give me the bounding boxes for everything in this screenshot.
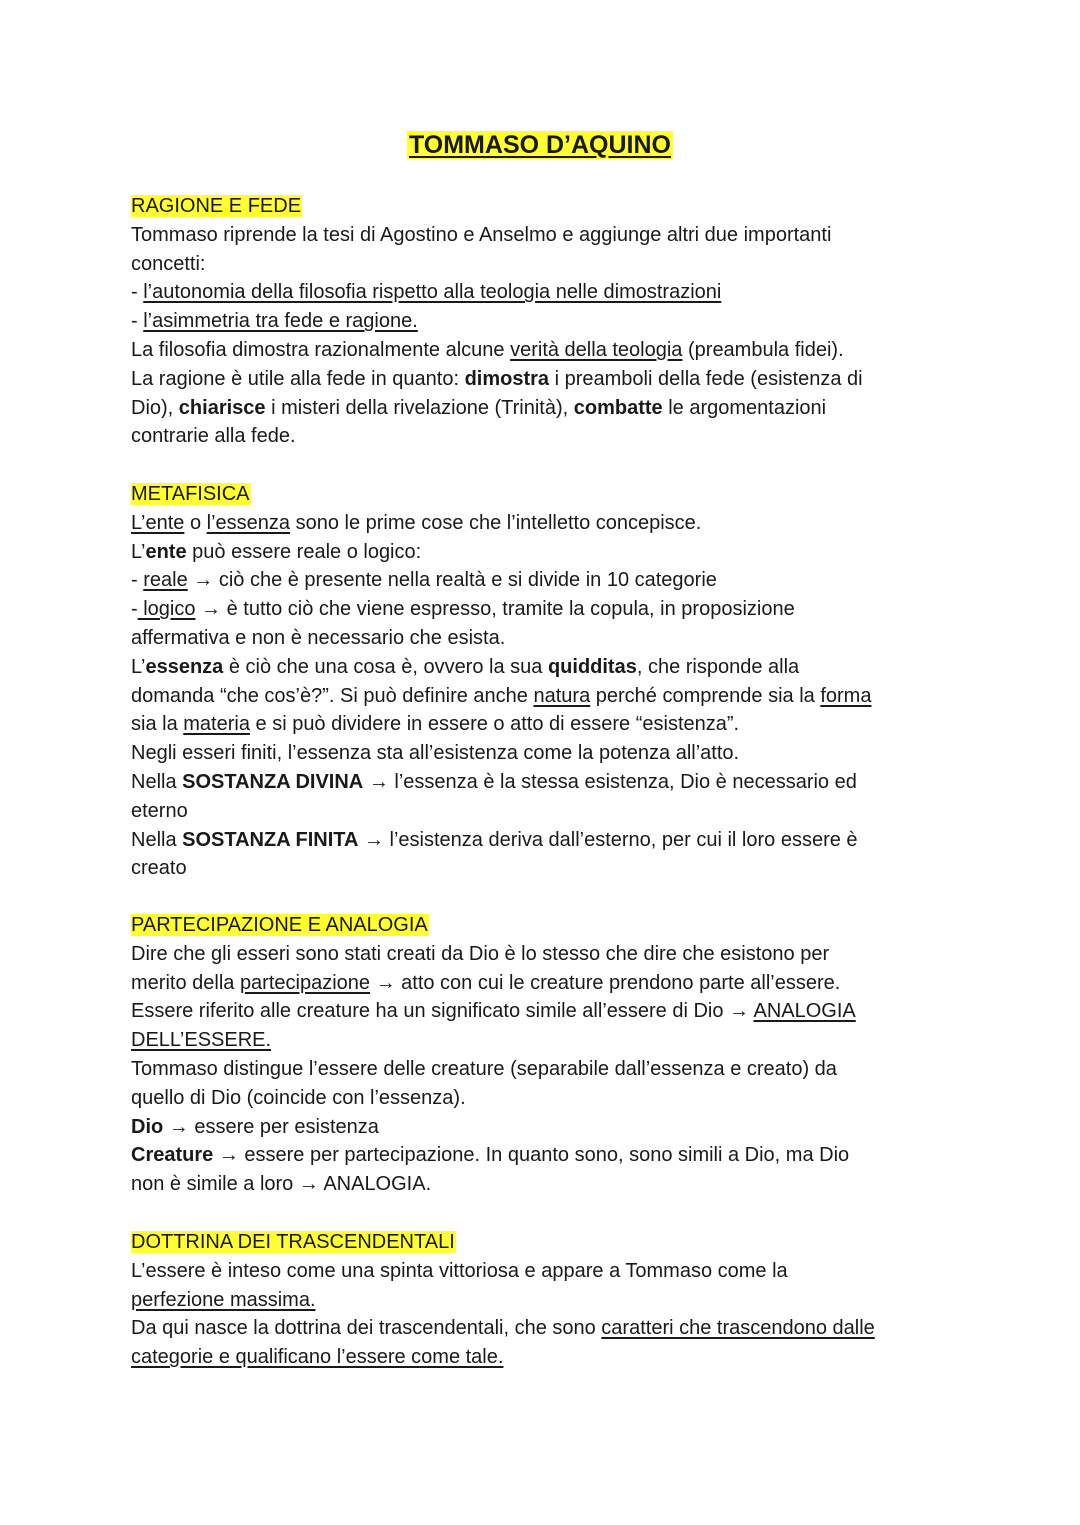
text-line: perfezione massima. [131,1288,316,1311]
text-line: Dire che gli esseri sono stati creati da Dio è lo stesso che dire che esistono per [131,942,830,965]
text-line: creato [131,857,187,880]
text-line: Tommaso distingue l’essere delle creature (separabile dall’essenza e creato) da [131,1057,837,1080]
text-line: merito della partecipazione → atto con cui le creature prendono parte all’essere. [131,971,841,994]
text-line: L’ente può essere reale o logico: [131,540,422,563]
text-line: categorie e qualificano l’essere come tale. [131,1346,504,1369]
text-line: Negli esseri finiti, l’essenza sta all’esistenza come la potenza all’atto. [131,742,740,765]
text-line: L’essenza è ciò che una cosa è, ovvero la sua quidditas, che risponde alla [131,655,800,678]
list-item: - l’asimmetria tra fede e ragione. [131,310,418,333]
text-line: L’essere è inteso come una spinta vittoriosa e appare a Tommaso come la [131,1259,788,1282]
text-line: Dio), chiarisce i misteri della rivelazione (Trinità), combatte le argomentazioni [131,396,827,419]
text-line: concetti: [131,252,206,275]
list-item: - logico → è tutto ciò che viene espresso, tramite la copula, in proposizione [131,598,795,621]
section-metafisica [131,480,961,883]
text-line: non è simile a loro → ANALOGIA. [131,1173,432,1196]
text-line: Dio → essere per esistenza [131,1115,379,1138]
section-ragione-e-fede [131,192,961,451]
text-line: La filosofia dimostra razionalmente alcune verità della teologia (preambula fidei). [131,338,844,361]
page-title [0,128,1080,162]
text-line: DELL’ESSERE. [131,1029,272,1052]
text-line: domanda “che cos’è?”. Si può definire anche natura perché comprende sia la forma [131,684,872,707]
text-line: Creature → essere per partecipazione. In quanto sono, sono simili a Dio, ma Dio [131,1144,850,1167]
section-dottrina-dei-trascendentali [131,1228,961,1372]
text-line: Da qui nasce la dottrina dei trascendentali, che sono caratteri che trascendono dalle [131,1317,875,1340]
text-line: sia la materia e si può dividere in essere o atto di essere “esistenza”. [131,713,740,736]
text-line: Essere riferito alle creature ha un significato simile all’essere di Dio → ANALOGIA [131,1000,856,1023]
section-heading: PARTECIPAZIONE E ANALOGIA [131,914,428,936]
section-heading: METAFISICA [131,483,250,505]
text-line: eterno [131,799,188,822]
text-line: L’ente o l’essenza sono le prime cose che l’intelletto concepisce. [131,511,702,534]
section-heading: DOTTRINA DEI TRASCENDENTALI [131,1231,455,1253]
text-line: affermativa e non è necessario che esista. [131,626,506,649]
page-title-text: TOMMASO D’AQUINO [408,131,672,159]
section-partecipazione-e-analogia [131,911,961,1199]
text-line: quello di Dio (coincide con l’essenza). [131,1086,466,1109]
section-heading: RAGIONE E FEDE [131,195,302,217]
text-line: Nella SOSTANZA DIVINA → l’essenza è la stessa esistenza, Dio è necessario ed [131,770,857,793]
list-item: - reale → ciò che è presente nella realtà e si divide in 10 categorie [131,569,717,592]
text-line: La ragione è utile alla fede in quanto: dimostra i preamboli della fede (esistenza di [131,367,863,390]
text-line: Nella SOSTANZA FINITA → l’esistenza deriva dall’esterno, per cui il loro essere è [131,828,858,851]
text-line: contrarie alla fede. [131,425,296,448]
text-line: Tommaso riprende la tesi di Agostino e Anselmo e aggiunge altri due importanti [131,223,832,246]
list-item: - l’autonomia della filosofia rispetto alla teologia nelle dimostrazioni [131,281,722,304]
